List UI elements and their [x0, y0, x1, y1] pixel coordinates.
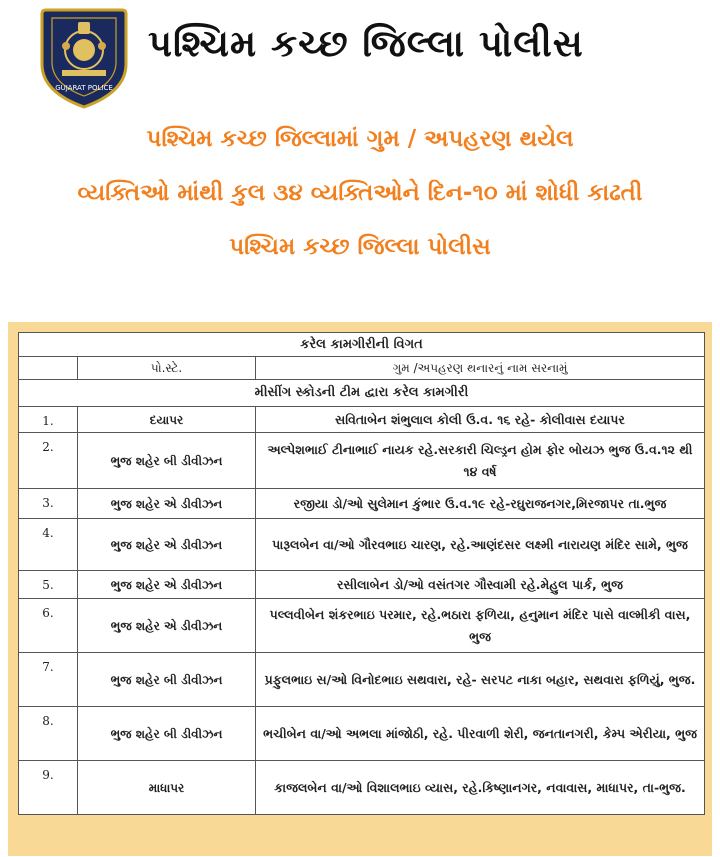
table-caption-row — [19, 333, 705, 357]
row-detail: પલ્લવીબેન શંકરભાઇ પરમાર, રહે.ભઠારા ફળિયા, હનુમાન મંદિર પાસે વાલ્મીકી વાસ, ભુજ — [256, 599, 705, 653]
column-header-details: ગુમ /અપહરણ થનારનું નામ સરનામું — [256, 357, 705, 380]
row-detail: રજીયા ડો/ઓ સુલેમાન કુંભાર ઉ.વ.૧૯ રહે-રઘુરાજનગર,મિરજાપર તા.ભુજ — [256, 489, 705, 519]
row-number: 4. — [19, 519, 78, 571]
org-title: પશ્ચિમ કચ્છ જિલ્લા પોલીસ — [148, 22, 584, 65]
row-number: 1. — [19, 407, 78, 433]
row-station: દયાપર — [78, 407, 256, 433]
row-station: માધાપર — [78, 761, 256, 815]
table-row — [19, 599, 705, 653]
row-station: ભુજ શહેર બી ડીવીઝન — [78, 653, 256, 707]
row-detail: કાજલબેન વા/ઓ વિશાલભાઇ વ્યાસ, રહે.કિષ્ણાનગર, નવાવાસ, માધાપર, તા-ભુજ. — [256, 761, 705, 815]
row-number: 9. — [19, 761, 78, 815]
team-row-label: મીસીંગ સ્કોડની ટીમ દ્વારા કરેલ કામગીરી — [19, 380, 705, 407]
row-detail: અલ્પેશભાઈ ટીનાભાઈ નાયક રહે.સરકારી ચિલ્ડ્રન હોમ ફોર બોયઝ ભુજ ઉ.વ.૧૨ થી ૧૪ વર્ષ — [256, 433, 705, 489]
row-number: 6. — [19, 599, 78, 653]
row-number: 2. — [19, 433, 78, 489]
column-header-station: પો.સ્ટે. — [78, 357, 256, 380]
row-detail: પ્રફુલભાઇ સ/ઓ વિનોદભાઇ સથવારા, રહે- સરપટ નાકા બહાર, સથવારા ફળિયું, ભુજ. — [256, 653, 705, 707]
gujarat-police-badge-icon — [38, 6, 130, 110]
row-number: 8. — [19, 707, 78, 761]
row-number: 5. — [19, 571, 78, 599]
details-table — [18, 332, 705, 815]
table-row — [19, 707, 705, 761]
team-row — [19, 380, 705, 407]
row-detail: રસીલાબેન ડો/ઓ વસંતગર ગૌસ્વામી રહે.મેહુલ પાર્ક, ભુજ — [256, 571, 705, 599]
row-station: ભુજ શહેર એ ડીવીઝન — [78, 489, 256, 519]
table-row — [19, 433, 705, 489]
row-station: ભુજ શહેર એ ડીવીઝન — [78, 519, 256, 571]
svg-text:GUJARAT POLICE: GUJARAT POLICE — [55, 84, 113, 92]
table-row — [19, 407, 705, 433]
table-row — [19, 653, 705, 707]
table-caption: કરેલ કામગીરીની વિગત — [19, 333, 705, 357]
row-detail: ભચીબેન વા/ઓ અભલા માંજોઠી, રહે. પીરવાળી શેરી, જનતાનગરી, કેમ્પ એરીયા, ભુજ — [256, 707, 705, 761]
headline-line-1: પશ્ચિમ કચ્છ જિલ્લામાં ગુમ / અપહરણ થયેલ — [146, 126, 574, 152]
row-station: ભુજ શહેર એ ડીવીઝન — [78, 571, 256, 599]
headline-line-2: વ્યક્તિઓ માંથી કુલ ૩૪ વ્યક્તિઓને દિન-૧૦ માં શોધી કાઢતી — [77, 180, 643, 206]
headline-line-3: પશ્ચિમ કચ્છ જિલ્લા પોલીસ — [229, 234, 491, 260]
row-number: 7. — [19, 653, 78, 707]
row-detail: પારૂલબેન વા/ઓ ગૌરવભાઇ ચારણ, રહે.આણંદસર લક્ષ્મી નારાયણ મંદિર સામે, ભુજ — [256, 519, 705, 571]
table-row — [19, 571, 705, 599]
table-row — [19, 761, 705, 815]
table-row — [19, 519, 705, 571]
page-header — [0, 0, 720, 120]
row-detail: સવિતાબેન શંભુલાલ કોલી ઉ.વ. ૧૬ રહે- કોલીવાસ દયાપર — [256, 407, 705, 433]
row-number: 3. — [19, 489, 78, 519]
table-header-row — [19, 357, 705, 380]
row-station: ભુજ શહેર બી ડીવીઝન — [78, 707, 256, 761]
column-header-number — [19, 357, 78, 380]
table-row — [19, 489, 705, 519]
row-station: ભુજ શહેર બી ડીવીઝન — [78, 433, 256, 489]
row-station: ભુજ શહેર એ ડીવીઝન — [78, 599, 256, 653]
